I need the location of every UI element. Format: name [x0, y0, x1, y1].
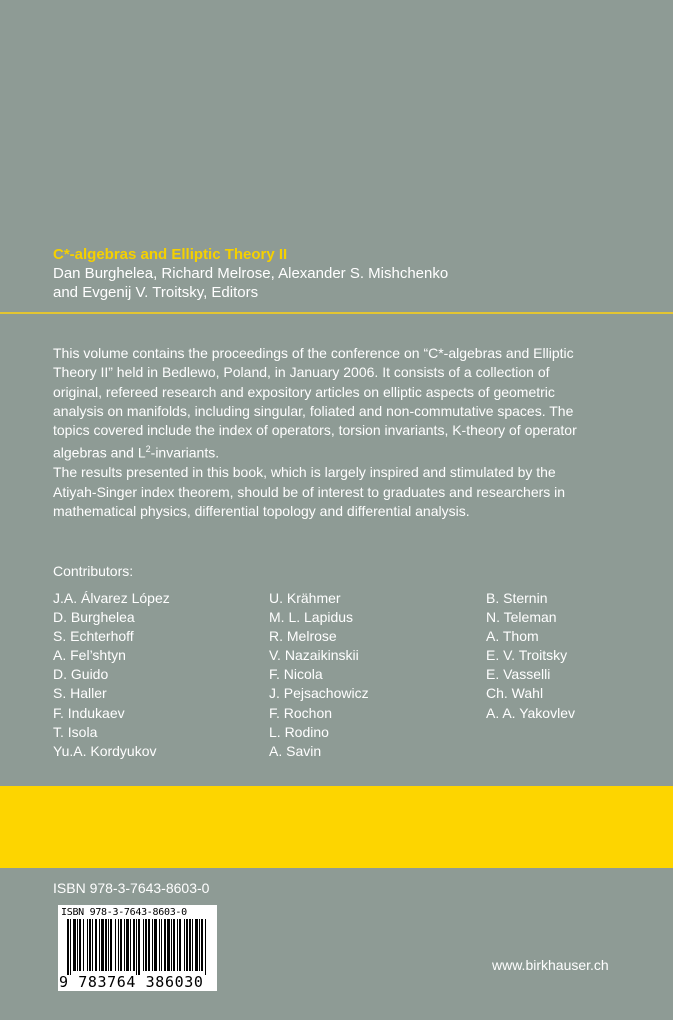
barcode-bar: [133, 919, 135, 971]
contributors-column-1: [53, 589, 170, 761]
barcode-bar: [148, 919, 150, 971]
contributor: J. Pejsachowicz: [269, 685, 369, 702]
contributor: R. Melrose: [269, 628, 337, 645]
barcode-bar: [199, 919, 200, 971]
website-link[interactable]: www.birkhauser.ch: [492, 957, 609, 973]
barcode-bar: [171, 919, 172, 971]
barcode-bar: [186, 919, 188, 971]
contributor: D. Burghelea: [53, 609, 135, 626]
contributor: J.A. Álvarez López: [53, 590, 170, 606]
contributor: U. Krähmer: [269, 590, 341, 606]
contributor: F. Nicola: [269, 666, 323, 683]
contributor: B. Sternin: [486, 590, 548, 606]
contributor: N. Teleman: [486, 609, 557, 626]
abstract-text-2: -invariants.: [150, 445, 220, 462]
contributor: F. Rochon: [269, 704, 333, 721]
abstract-paragraph-1: [53, 344, 593, 463]
barcode-bar: [101, 919, 104, 971]
barcode-bar: [67, 919, 69, 975]
book-title: C*-algebras and Elliptic Theory II: [53, 246, 288, 263]
barcode-bar: [95, 919, 97, 971]
contributor: V. Nazaikinskii: [269, 647, 359, 664]
contributor: S. Haller: [53, 685, 107, 702]
contributor: D. Guido: [53, 666, 109, 683]
contributor: E. Vasselli: [486, 666, 551, 683]
barcode: [58, 905, 217, 991]
barcode-bar: [130, 919, 131, 971]
editors-line-2: and Evgenij V. Troitsky, Editors: [53, 284, 259, 301]
barcode-bar: [205, 919, 206, 975]
contributor: F. Indukaev: [53, 704, 125, 721]
barcode-bar: [138, 919, 140, 975]
barcode-bar: [201, 919, 203, 971]
contributors-column-3: [486, 589, 575, 723]
barcode-bar: [173, 919, 175, 971]
contributor: A. A. Yakovlev: [486, 704, 575, 721]
barcode-bar: [164, 919, 166, 971]
contributor: A. Thom: [486, 628, 539, 645]
barcode-bar: [159, 919, 160, 971]
divider-rule: [0, 312, 673, 314]
barcode-bars: [67, 919, 209, 975]
abstract-superscript: 2: [145, 444, 151, 455]
abstract: [53, 344, 593, 521]
barcode-bar: [167, 919, 170, 971]
contributor: Yu.A. Kordyukov: [53, 742, 157, 759]
contributor: L. Rodino: [269, 723, 329, 740]
barcode-bar: [143, 919, 144, 971]
barcode-bar: [124, 919, 125, 971]
contributor: E. V. Troitsky: [486, 647, 568, 664]
barcode-bar: [152, 919, 153, 971]
barcode-bar: [179, 919, 181, 971]
editors-line-1: Dan Burghelea, Richard Melrose, Alexander S. Mishchenko: [53, 265, 449, 282]
barcode-bar: [83, 919, 84, 971]
barcode-isbn-label: ISBN 978-3-7643-8603-0: [61, 907, 187, 918]
barcode-bar: [145, 919, 147, 971]
barcode-bar: [126, 919, 129, 971]
contributor: A. Savin: [269, 742, 322, 759]
barcode-bar: [184, 919, 185, 971]
barcode-bar: [92, 919, 93, 971]
barcode-bar: [87, 919, 88, 971]
contributors-column-2: [269, 589, 369, 761]
contributor: T. Isola: [53, 723, 98, 740]
barcode-bar: [177, 919, 178, 971]
barcode-bar: [189, 919, 191, 971]
abstract-paragraph-2: The results presented in this book, which is largely inspired and stimulated by the Atiyah-Singer index theorem, should be of interest to graduates and researchers in mathematical physics, differential topology and differential analysis.: [53, 464, 566, 520]
barcode-bar: [118, 919, 119, 971]
barcode-bar: [192, 919, 193, 971]
isbn-text: ISBN 978-3-7643-8603-0: [53, 880, 210, 896]
barcode-bar: [77, 919, 78, 971]
yellow-band: [0, 786, 673, 868]
barcode-bar: [195, 919, 198, 971]
barcode-bar: [73, 919, 76, 971]
barcode-bar: [110, 919, 112, 971]
contributor: A. Fel’shtyn: [53, 647, 126, 664]
barcode-bar: [161, 919, 162, 971]
barcode-bar: [79, 919, 81, 971]
barcode-bar: [70, 919, 71, 975]
barcode-bar: [105, 919, 107, 971]
barcode-bar: [136, 919, 137, 975]
contributor: Ch. Wahl: [486, 685, 544, 702]
barcode-number: 9 783764 386030: [59, 973, 204, 991]
barcode-bar: [115, 919, 116, 971]
barcode-bar: [108, 919, 109, 971]
barcode-bar: [154, 919, 157, 971]
contributors-heading: Contributors:: [53, 563, 134, 579]
barcode-bar: [89, 919, 91, 971]
title-block: [53, 245, 448, 302]
barcode-bar: [120, 919, 122, 971]
contributor: M. L. Lapidus: [269, 609, 354, 626]
barcode-bar: [99, 919, 100, 971]
abstract-text-1: This volume contains the proceedings of the conference on “C*-algebras and Elliptic Theory II” held in Bedlewo, Poland, in January 2006. It consists of a collection of original, refereed research and expository articles on elliptic aspects of geometric analysis on manifolds, including singular, foliated and non-commutative spaces. The topics covered include the index of operators, torsion invariants, K-theory of operator algebras and L: [53, 345, 577, 462]
contributor: S. Echterhoff: [53, 628, 134, 645]
